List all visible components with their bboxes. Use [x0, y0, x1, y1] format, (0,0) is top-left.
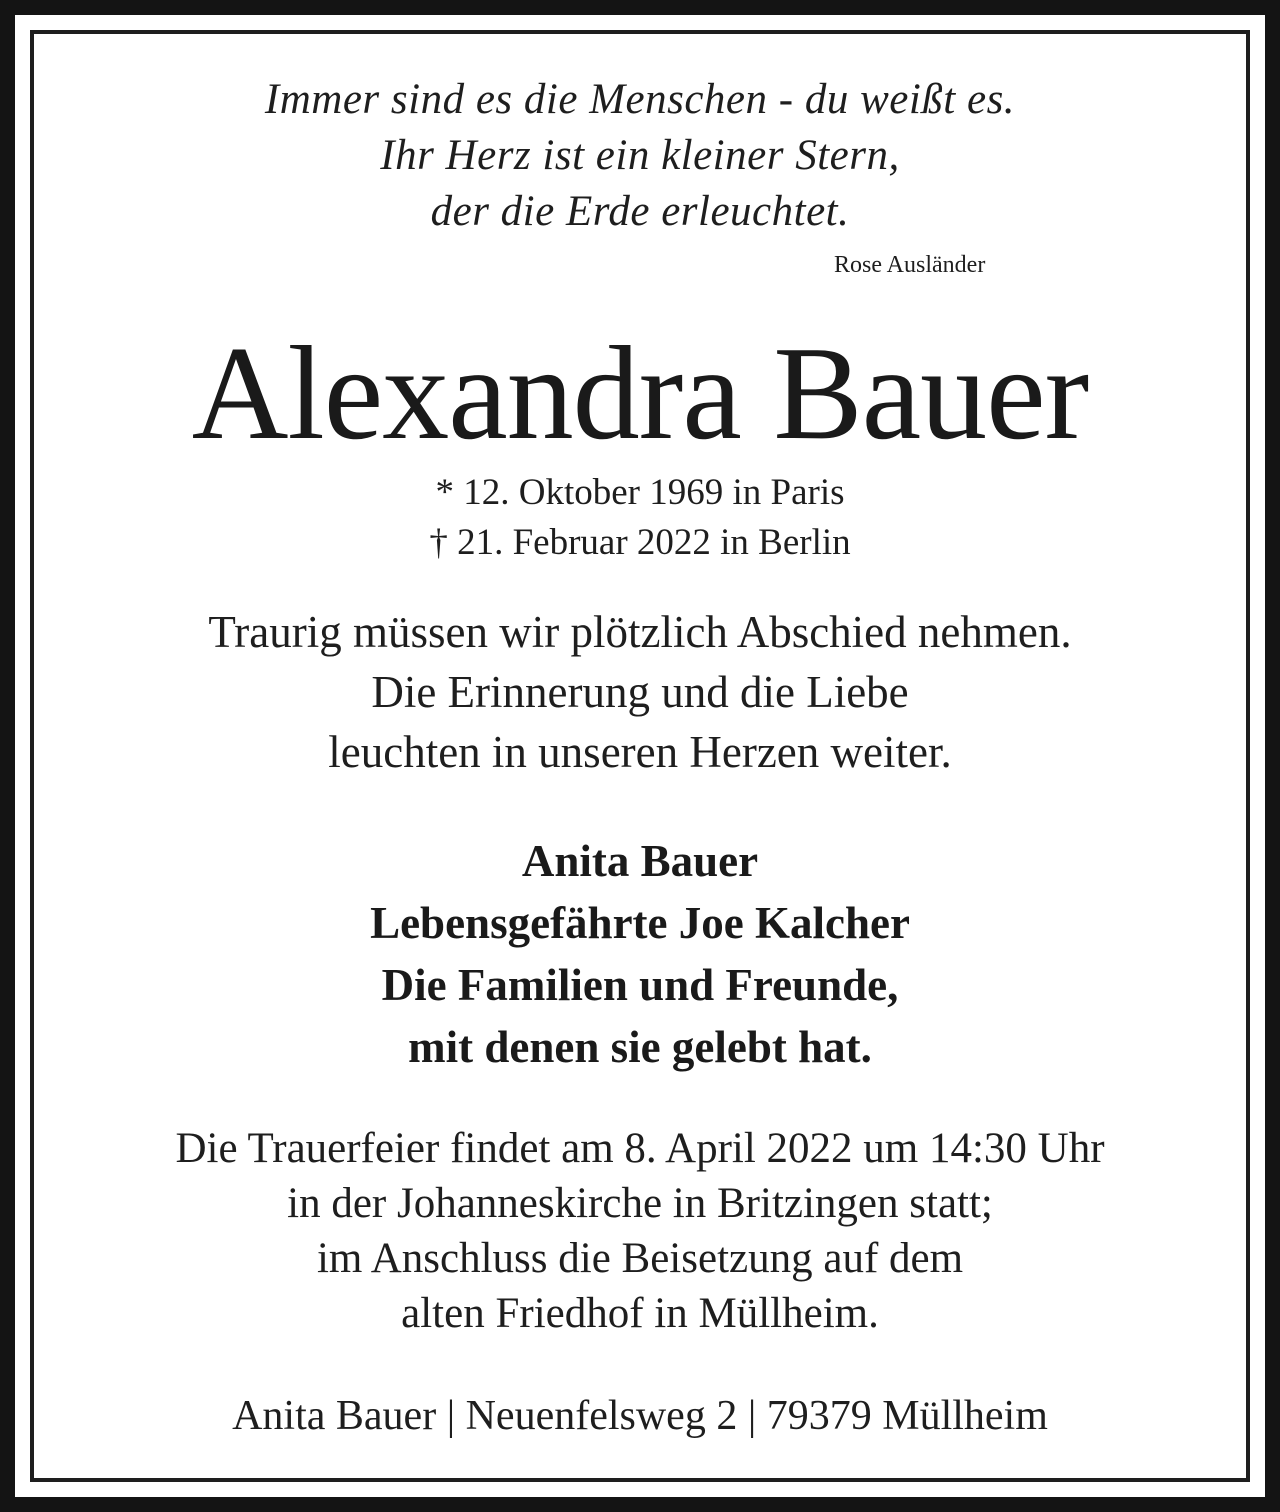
farewell-line: Traurig müssen wir plötzlich Abschied nehmen. [208, 607, 1072, 657]
mourner-line: Lebensgefährte Joe Kalcher [370, 898, 910, 948]
farewell-line: leuchten in unseren Herzen weiter. [328, 727, 952, 777]
mourner-line: Anita Bauer [521, 836, 759, 886]
deceased-name: Alexandra Bauer [191, 319, 1089, 467]
quote-line: der die Erde erleuchtet. [430, 188, 850, 235]
quote-line: Ihr Herz ist ein kleiner Stern, [380, 132, 900, 179]
birth-date: * 12. Oktober 1969 in Paris [435, 472, 845, 513]
contact-address: Anita Bauer | Neuenfelsweg 2 | 79379 Müllheim [232, 1393, 1048, 1439]
death-date: † 21. Februar 2022 in Berlin [429, 522, 851, 563]
ceremony-line: im Anschluss die Beisetzung auf dem [316, 1235, 964, 1282]
ceremony-line: Die Trauerfeier findet am 8. April 2022 um 14:30 Uhr [175, 1125, 1105, 1172]
quote-line: Immer sind es die Menschen - du weißt es. [264, 76, 1016, 123]
ceremony-line: in der Johanneskirche in Britzingen statt; [287, 1180, 993, 1227]
mourner-line: mit denen sie gelebt hat. [408, 1022, 872, 1072]
mourner-line: Die Familien und Freunde, [381, 960, 899, 1010]
ceremony-line: alten Friedhof in Müllheim. [401, 1290, 879, 1337]
farewell-line: Die Erinnerung und die Liebe [371, 667, 909, 717]
quote-author: Rose Ausländer [834, 252, 986, 278]
